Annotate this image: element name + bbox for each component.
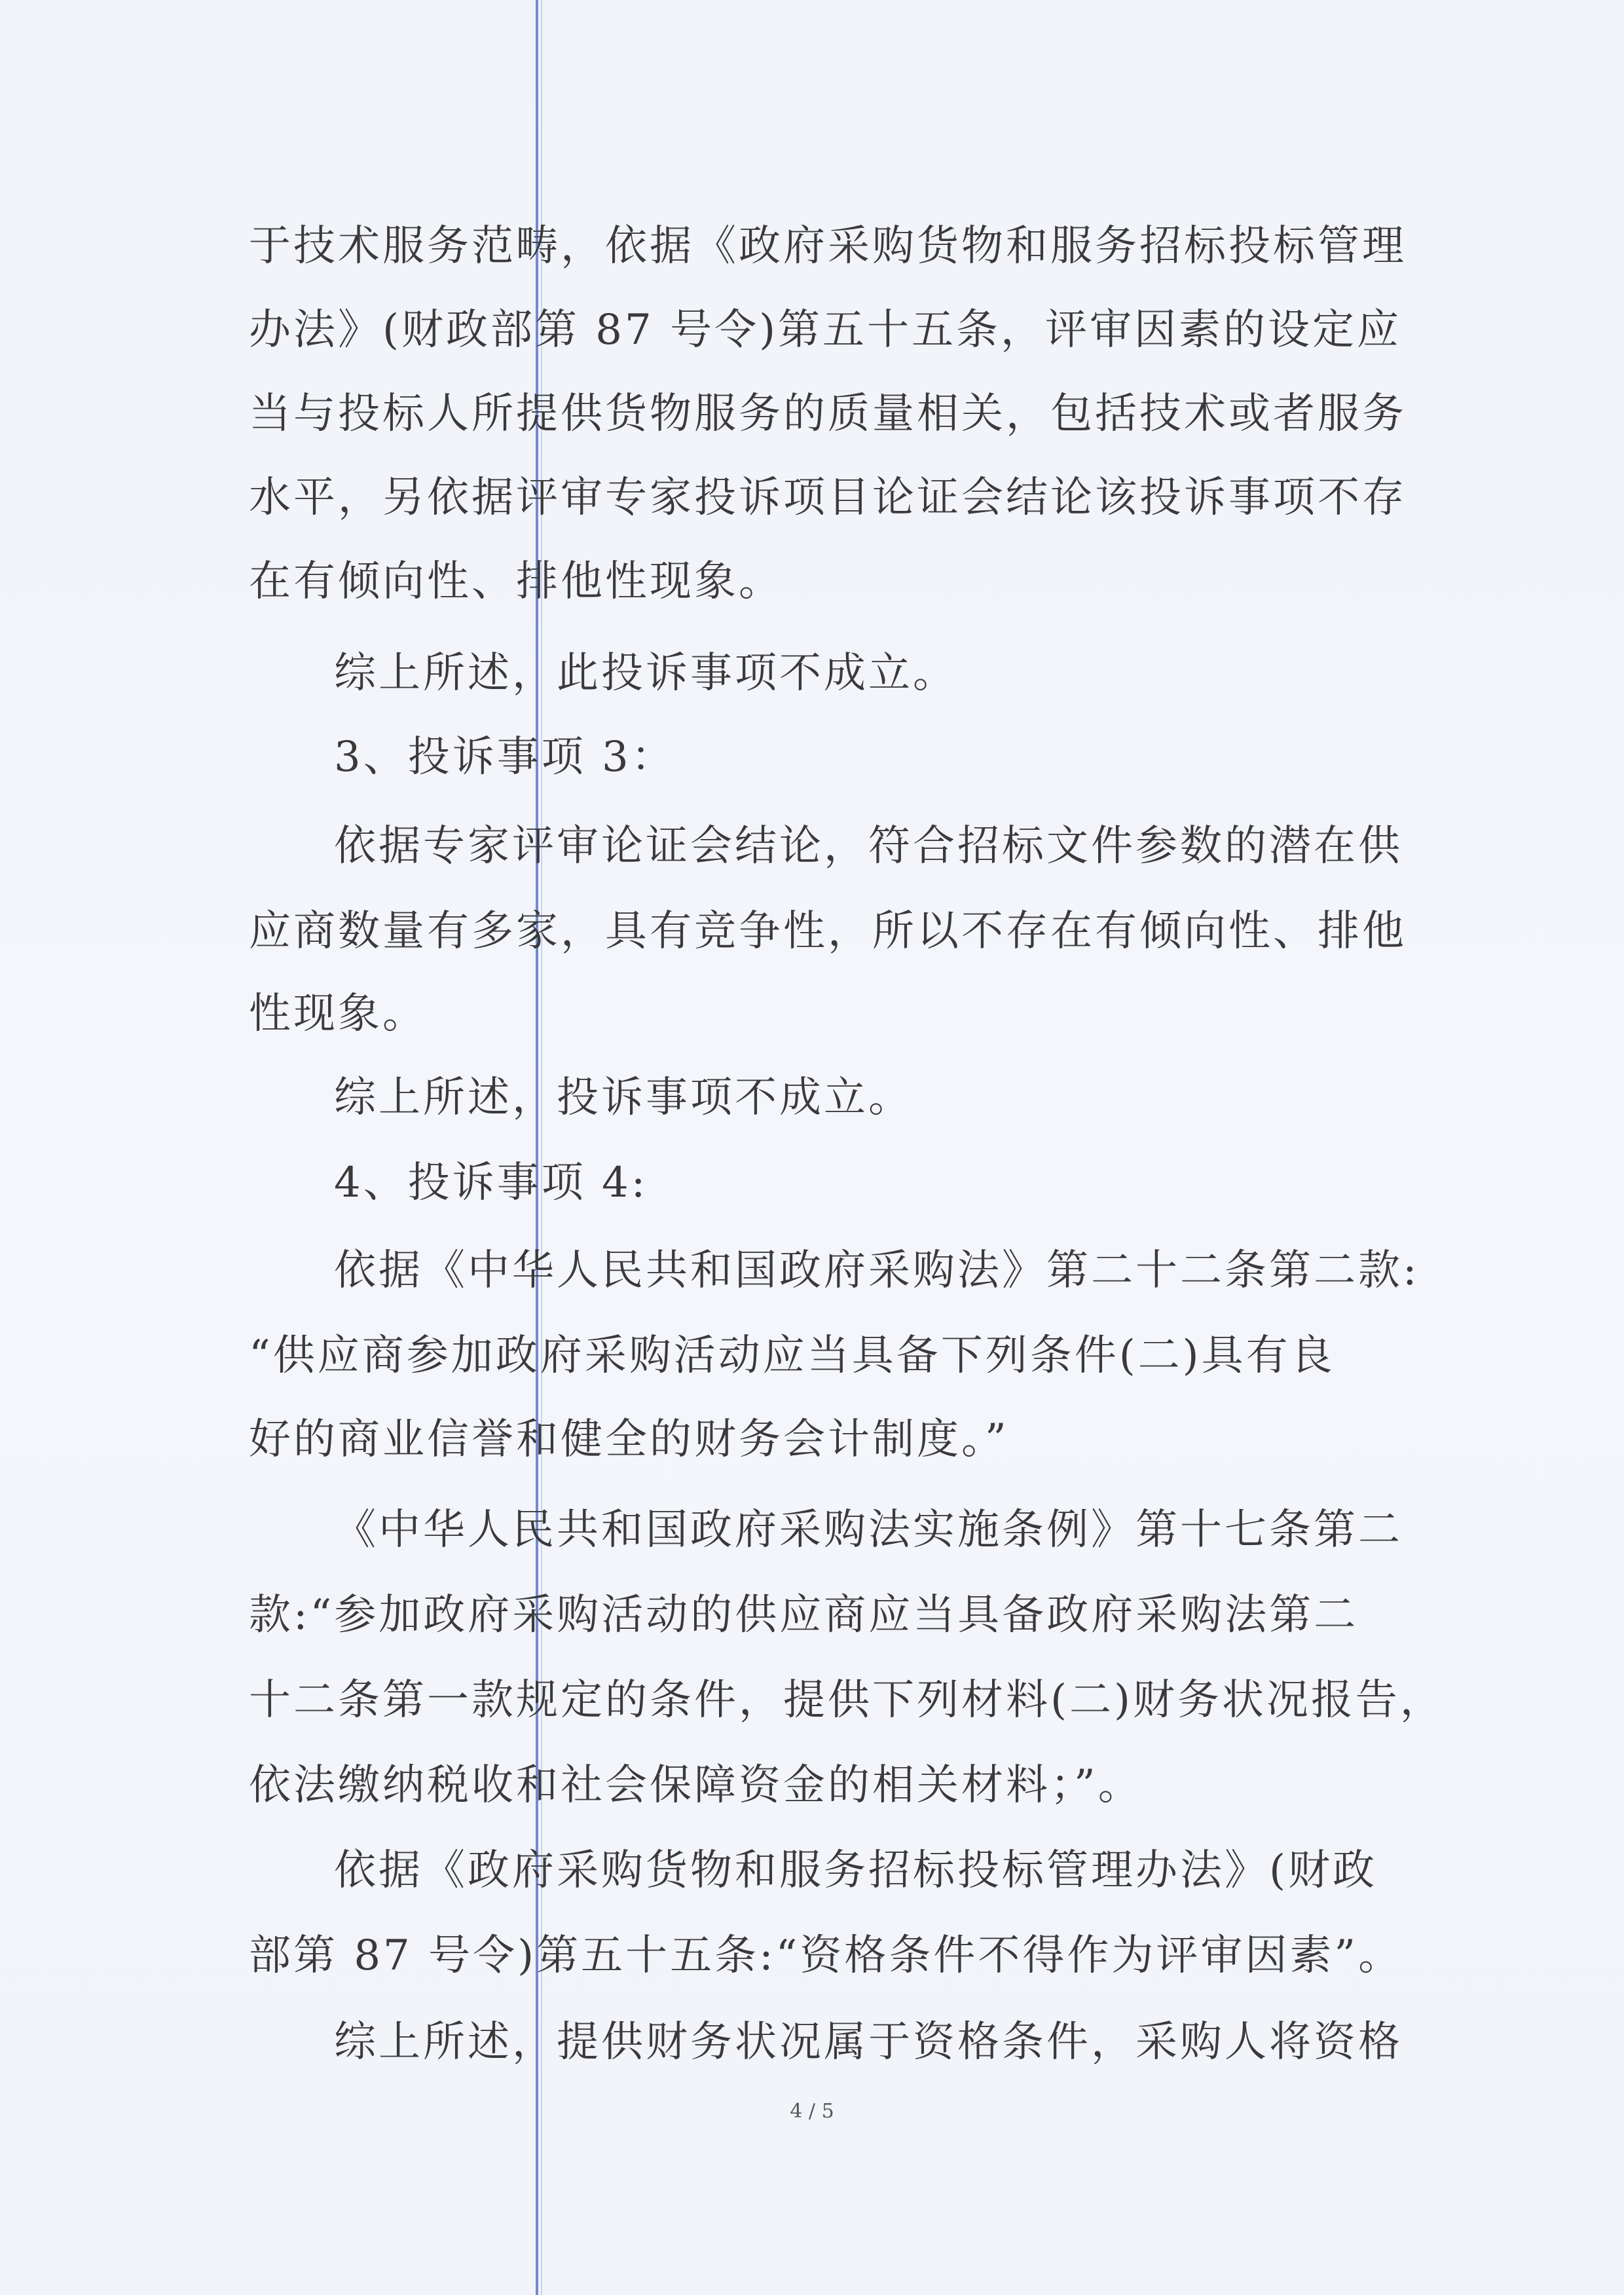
text-line-11: 综上所述，投诉事项不成立。 (334, 1073, 913, 1122)
text-line-19: 依法缴纳税收和社会保障资金的相关材料；”。 (249, 1761, 1143, 1810)
text-line-7: 3、投诉事项 3： (334, 733, 676, 781)
text-line-13: 依据《中华人民共和国政府采购法》第二十二条第二款: (334, 1246, 1420, 1295)
text-line-20: 依据《政府采购货物和服务招标投标管理办法》(财政 (334, 1846, 1377, 1895)
text-line-16: 《中华人民共和国政府采购法实施条例》第十七条第二 (334, 1506, 1403, 1554)
text-line-5: 在有倾向性、排他性现象。 (249, 557, 783, 606)
text-line-4: 水平，另依据评审专家投诉项目论证会结论该投诉事项不存 (249, 474, 1407, 522)
text-line-14: “供应商参加政府采购活动应当具备下列条件(二)具有良 (249, 1332, 1335, 1380)
text-line-21: 部第 87 号令)第五十五条:“资格条件不得作为评审因素”。 (249, 1931, 1403, 1980)
text-line-1: 于技术服务范畴，依据《政府采购货物和服务招标投标管理 (249, 222, 1407, 271)
text-line-22: 综上所述，提供财务状况属于资格条件，采购人将资格 (334, 2018, 1403, 2066)
text-line-6: 综上所述，此投诉事项不成立。 (334, 649, 957, 698)
text-line-3: 当与投标人所提供货物服务的质量相关，包括技术或者服务 (249, 390, 1407, 438)
text-line-17: 款:“参加政府采购活动的供应商应当具备政府采购法第二 (249, 1591, 1359, 1639)
text-line-2: 办法》(财政部第 87 号令)第五十五条，评审因素的设定应 (249, 306, 1402, 354)
text-line-9: 应商数量有多家，具有竞争性，所以不存在有倾向性、排他 (249, 907, 1407, 956)
text-line-15: 好的商业信誉和健全的财务会计制度。” (249, 1415, 1009, 1464)
text-line-8: 依据专家评审论证会结论，符合招标文件参数的潜在供 (334, 822, 1403, 870)
page-number: 4 / 5 (790, 2100, 834, 2123)
text-line-18: 十二条第一款规定的条件，提供下列材料(二)财务状况报告， (249, 1676, 1445, 1725)
text-line-10: 性现象。 (249, 990, 427, 1038)
text-line-12: 4、投诉事项 4: (334, 1159, 648, 1207)
